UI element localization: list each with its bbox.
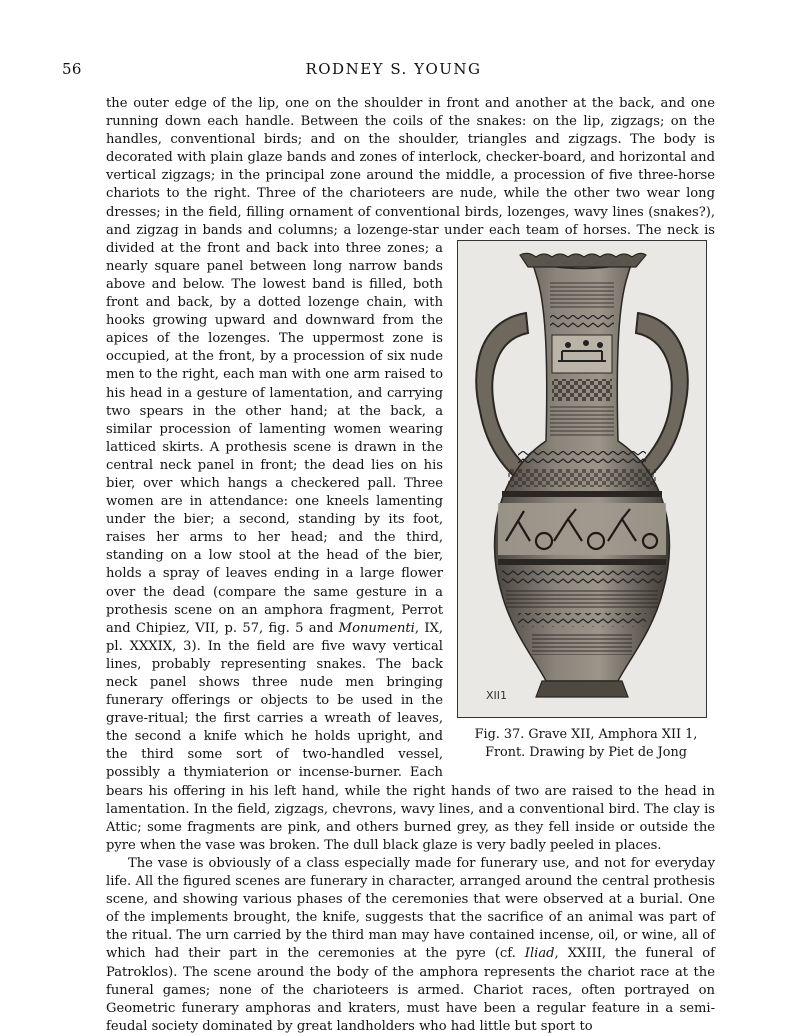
- italic-reference-iliad: Iliad: [524, 946, 555, 962]
- inscription: XII1: [486, 688, 508, 702]
- paragraph-2-end: , XXIII, the funeral of Patroklos). The scene around the body of the amphora represents the chariot race at the funeral games; none of the charioteers is armed. Chariot races, often portrayed on Geometric funerary amphoras and kraters, must have been a regular feature in a semi-feudal society dominated by great landholders who had little but sport to: [106, 946, 715, 1034]
- amphora-drawing: [457, 240, 707, 718]
- paragraph-1-main: zones; a nearly square panel between long narrow bands above and below. The lowest band is filled, both front and back, by a dotted lozenge chain, with hooks growing upward and downward from the apices of the lozenges. The uppermost zone is occupied, at the front, by a procession of six nude men to the right, each man with one arm raised to his head in a gesture of lamentation, and carrying two spears in the other hand; at the back, a similar procession of lamenting women wearing latticed skirts. A prothesis scene is drawn in the central neck panel in front; the dead lies on his bier, over which hangs a checkered pall. Three women are in attendance: one kneels lamenting under the bier; a second, standing by its foot, raises her arms to her head; and the third, standing on a low stool at the head of the bier, holds a spray of leaves ending in a large flower over the dead (compare the same gesture in a prothesis scene on an amphora fragment, Perrot and Chipiez, VII, p. 57, fig. 5 and: [106, 240, 443, 636]
- figure-37: [457, 240, 715, 762]
- running-head: RODNEY S. YOUNG: [305, 60, 482, 78]
- paragraph-1: [106, 95, 715, 855]
- paragraph-1-lead: the outer edge of the lip, one on the shoulder in front and another at the back, and one running down each handle. Between the coils of the snakes: on the lip, zigzags; on the handles, conventional birds; and on the shoulder, triangles and zigzags. The body is decorated with plain glaze bands and zones of interlock, checker-board, and horizontal and vertical zigzags; in the principal zone around the middle, a procession of five three-horse chariots to the right. Three of the charioteers are nude, while the other two wear long dresses; in the field, filling ornament of conventional birds, lozenges, wavy lines (snakes?), and zigzag in bands and columns; a lozenge-star under each team of horses. The neck is divided at the front and back into three: [106, 96, 715, 256]
- italic-reference-monumenti: Monumenti: [338, 620, 415, 636]
- body-text: [106, 95, 715, 1036]
- page-number: 56: [62, 60, 82, 78]
- vase-foot: [536, 681, 628, 697]
- caption-line-2: Front. Drawing by Piet de Jong: [485, 744, 687, 760]
- paragraph-2: [106, 855, 715, 1036]
- caption-line-1: Fig. 37. Grave XII, Amphora XII 1,: [474, 726, 698, 742]
- vase-lip: [520, 253, 646, 267]
- paragraph-2-lead: The vase is obviously of a class especially made for funerary use, and not for everyday life. All the figured scenes are funerary in character, arranged around the central prothesis scene, and showing various phases of the ceremonies that were observed at a burial. One of the implements brought, the knife, suggests that the sacrifice of an animal was part of the ritual. The urn carried by the third man may have contained incense, oil, or wine, all of which had their part in the ceremonies at the pyre (cf.: [106, 855, 715, 962]
- figure-caption: [457, 726, 715, 762]
- paragraph-1-end: , IX, pl. XXXIX, 3). In the field are five wavy vertical lines, probably representing snakes. The back neck panel shows three nude men bringing funerary offerings or objects to be used in the grave-ritual; the first carries a wreath of leaves, the second a knife which he holds upright, and the third some sort of two-handled vessel, possibly a thymiaterion or incense-burner. Each bears his offering in his left hand, while the right hands of two are raised to the head in lamentation. In the field, zigzags, chevrons, wavy lines, and a conventional bird. The clay is Attic; some fragments are pink, and others burned grey, as they fell inside or outside the pyre when the vase was broken. The dull black glaze is very badly peeled in places.: [106, 620, 715, 853]
- amphora-image: [458, 241, 706, 717]
